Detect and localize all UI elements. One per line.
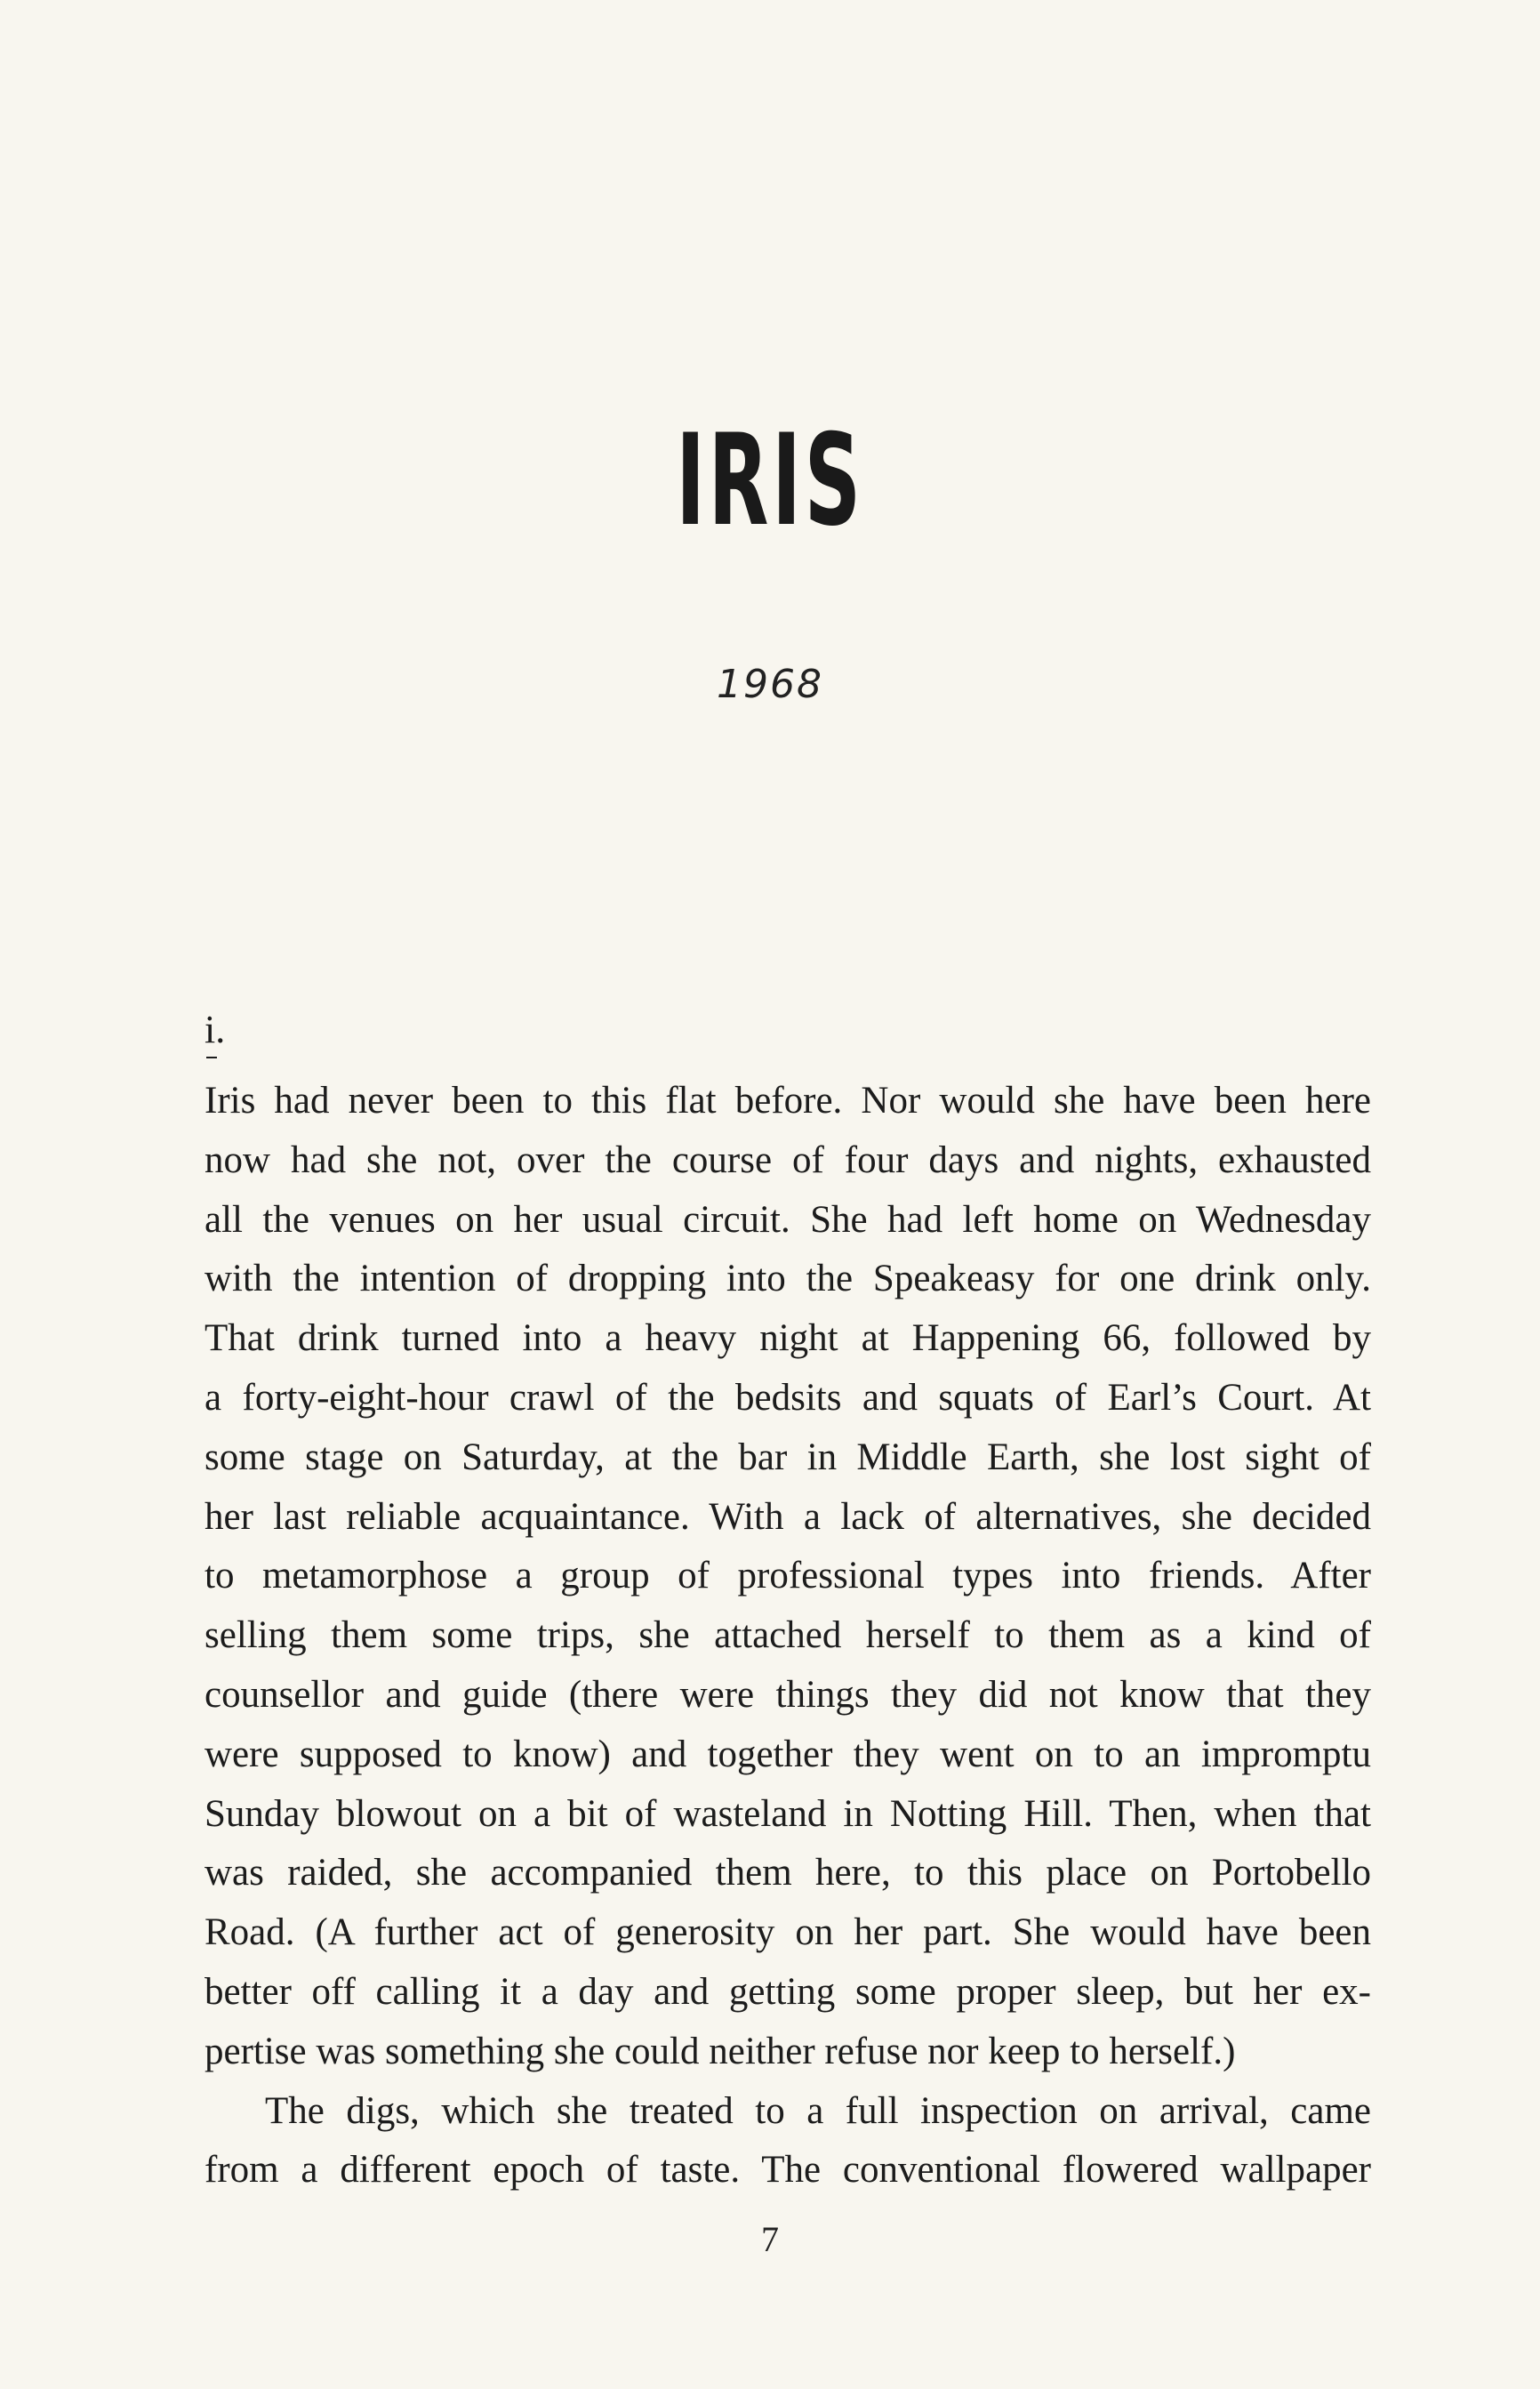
text-line: Road. (A further act of generosity on her part. She would have been [205,1911,1371,1954]
text-line: now had she not, over the course of four days and nights, exhausted [205,1138,1371,1181]
chapter-year: 1968 [717,662,823,707]
text-line: That drink turned into a heavy night at Happening 66, followed by [205,1317,1371,1360]
text-line: counsellor and guide (there were things they did not know that they [205,1673,1371,1716]
section-number-underline [206,1057,217,1058]
text-line: from a different epoch of taste. The conventional flowered wallpaper [205,2149,1371,2192]
text-line: pertise was something she could neither refuse nor keep to herself.) [205,2030,1236,2072]
text-line: The digs, which she treated to a full inspection on arrival, came [265,2089,1371,2132]
paragraph-2 [205,2082,1371,2201]
text-line: some stage on Saturday, at the bar in Middle Earth, she lost sight of [205,1436,1371,1478]
text-line: to metamorphose a group of professional types into friends. After [205,1555,1371,1597]
section-number-label: i. [205,1008,226,1051]
chapter-title: IRIS [676,407,864,554]
section-number [205,1010,225,1050]
text-line: all the venues on her usual circuit. She had left home on Wednesday [205,1198,1371,1241]
body-text [205,1072,1371,2200]
text-line: Iris had never been to this flat before. Nor would she have been here [205,1080,1371,1122]
paragraph-1 [205,1072,1371,2082]
text-line: better off calling it a day and getting some proper sleep, but her ex- [205,1970,1371,2013]
text-line: selling them some trips, she attached herself to them as a kind of [205,1614,1371,1657]
text-line: was raided, she accompanied them here, to this place on Portobello [205,1852,1371,1894]
text-line: her last reliable acquaintance. With a lack of alternatives, she decided [205,1495,1371,1538]
page-number: 7 [761,2219,779,2259]
text-line: Sunday blowout on a bit of wasteland in Notting Hill. Then, when that [205,1792,1371,1835]
text-line: were supposed to know) and together they went on to an impromptu [205,1733,1371,1775]
text-line: with the intention of dropping into the Speakeasy for one drink only. [205,1258,1371,1300]
text-line: a forty-eight-hour crawl of the bedsits and squats of Earl’s Court. At [205,1376,1371,1419]
